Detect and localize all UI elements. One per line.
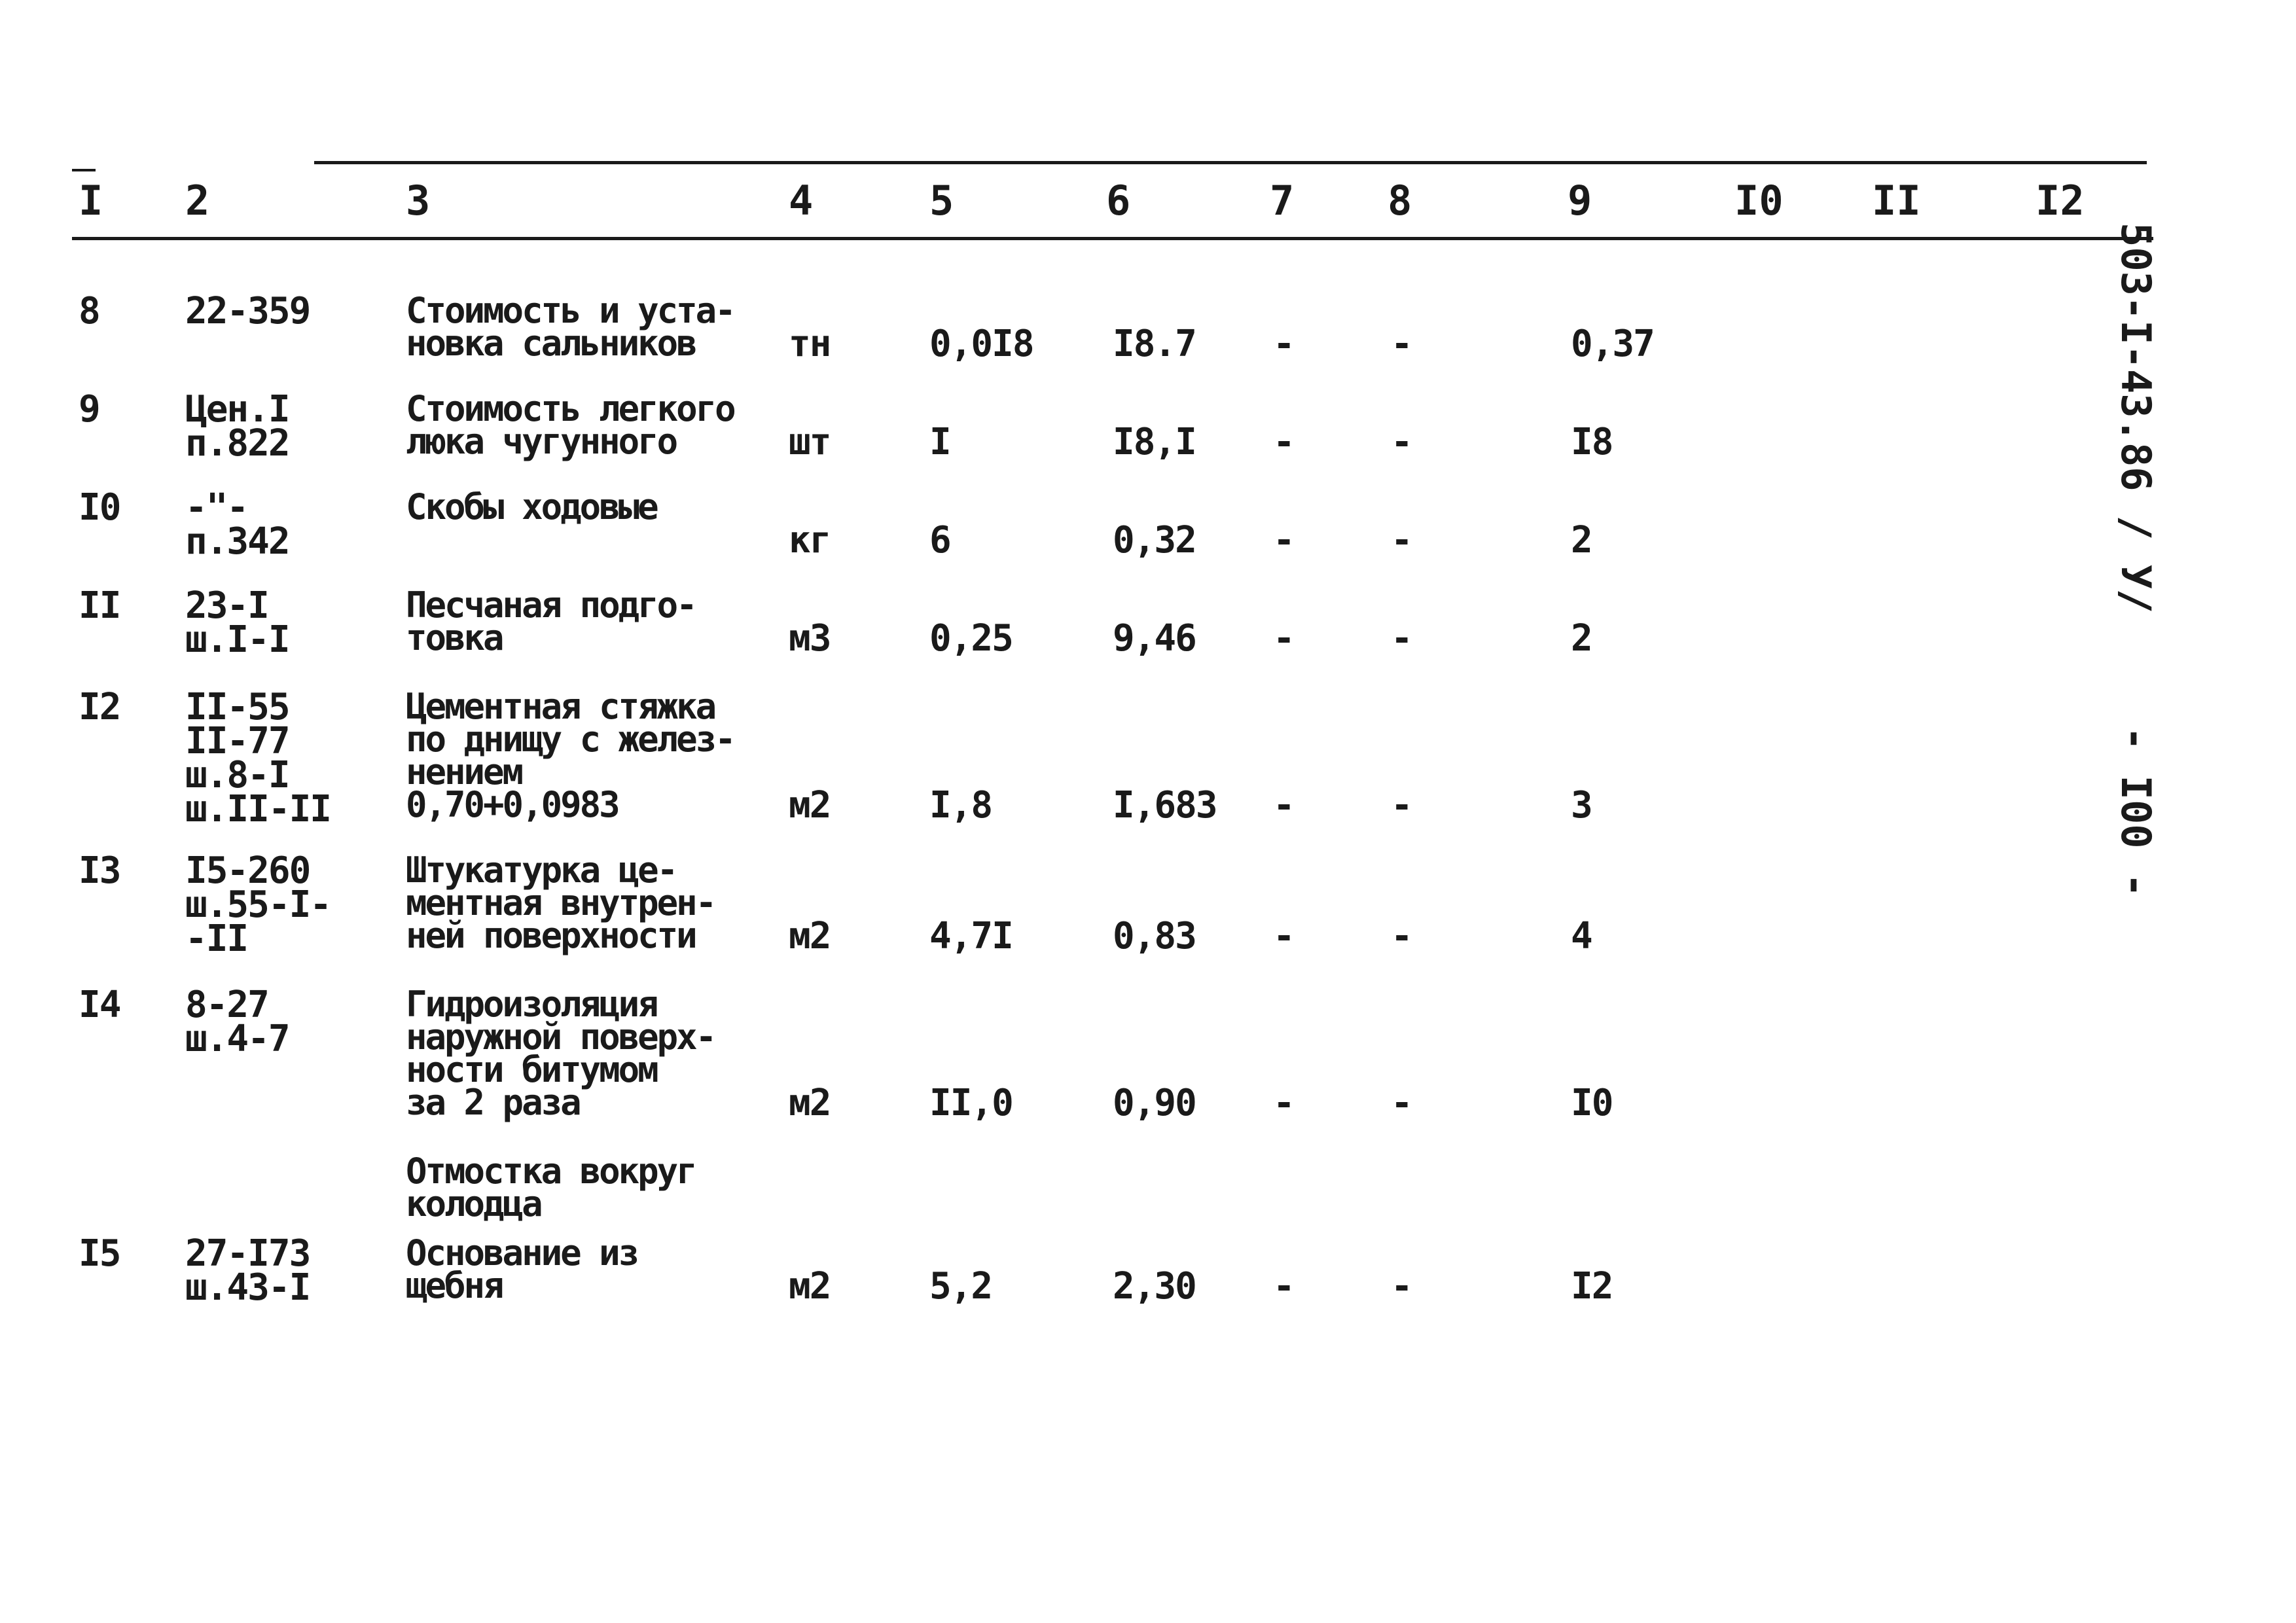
row-col8: - [1391, 617, 1412, 660]
row-col7: - [1273, 519, 1294, 562]
row-description: Отмостка вокруг колодца [406, 1150, 696, 1224]
row-total: I8 [1571, 421, 1613, 463]
row-unit: шт [789, 421, 831, 463]
row-price: 9,46 [1113, 617, 1196, 660]
header-col-10: I0 [1734, 177, 1784, 224]
row-quantity: 0,25 [929, 617, 1013, 660]
row-number: 9 [79, 388, 99, 431]
row-price: 2,30 [1113, 1265, 1196, 1308]
row-number: I3 [79, 849, 120, 892]
row-unit: тн [789, 323, 831, 365]
row-col7: - [1273, 915, 1294, 957]
header-col-7: 7 [1270, 177, 1295, 224]
row-quantity: 6 [929, 519, 950, 562]
row-unit: м2 [789, 784, 831, 827]
row-col8: - [1391, 519, 1412, 562]
document-code: 503-I-43.86 / У/ [2112, 223, 2160, 614]
row-col7: - [1273, 323, 1294, 365]
row-total: 3 [1571, 784, 1592, 827]
row-quantity: II,0 [929, 1082, 1013, 1124]
row-unit: кг [789, 519, 831, 562]
row-description: Стоимость легкого люка чугунного [406, 388, 734, 462]
row-total: 2 [1571, 519, 1592, 562]
row-number: I0 [79, 486, 120, 529]
row-description: Штукатурка це- ментная внутрен- ней поверхности [406, 849, 715, 956]
header-col-4: 4 [789, 177, 814, 224]
row-quantity: I,8 [929, 784, 992, 827]
row-total: 4 [1571, 915, 1592, 957]
row-number: I4 [79, 984, 120, 1026]
row-total: 2 [1571, 617, 1592, 660]
row-col8: - [1391, 915, 1412, 957]
row-unit: м2 [789, 915, 831, 957]
row-quantity: 5,2 [929, 1265, 992, 1308]
row-col8: - [1391, 784, 1412, 827]
row-reference: 8-27 ш.4-7 [185, 984, 289, 1060]
row-price: I8,I [1113, 421, 1196, 463]
row-number: I2 [79, 686, 120, 728]
row-description: Стоимость и уста- новка сальников [406, 290, 734, 364]
row-total: I2 [1571, 1265, 1613, 1308]
row-unit: м3 [789, 617, 831, 660]
row-price: I,683 [1113, 784, 1217, 827]
header-col-12: I2 [2036, 177, 2085, 224]
header-col-8: 8 [1388, 177, 1412, 224]
row-reference: Цен.I п.822 [185, 388, 289, 465]
row-number: II [79, 584, 120, 627]
row-reference: I5-260 ш.55-I- -II [185, 849, 331, 960]
row-description: Цементная стяжка по днищу с желез- нением 0,70+0,0983 [406, 686, 734, 825]
row-quantity: 0,0I8 [929, 323, 1033, 365]
row-col7: - [1273, 617, 1294, 660]
header-col-1: I [79, 177, 103, 224]
row-col8: - [1391, 323, 1412, 365]
row-reference: II-55 II-77 ш.8-I ш.II-II [185, 686, 331, 830]
header-col-2: 2 [185, 177, 210, 224]
page-number: - I00 - [2112, 726, 2160, 898]
row-unit: м2 [789, 1265, 831, 1308]
row-price: I8.7 [1113, 323, 1196, 365]
row-col8: - [1391, 1265, 1412, 1308]
table-top-rule-left [72, 169, 96, 171]
header-rule [72, 237, 2153, 240]
row-col8: - [1391, 421, 1412, 463]
row-col7: - [1273, 1265, 1294, 1308]
row-reference: -"- п.342 [185, 486, 289, 563]
row-col7: - [1273, 1082, 1294, 1124]
row-quantity: 4,7I [929, 915, 1013, 957]
row-reference: 22-359 [185, 290, 310, 332]
header-col-9: 9 [1568, 177, 1592, 224]
table-top-rule [314, 161, 2147, 164]
row-total: 0,37 [1571, 323, 1654, 365]
header-col-6: 6 [1106, 177, 1131, 224]
row-total: I0 [1571, 1082, 1613, 1124]
row-col8: - [1391, 1082, 1412, 1124]
row-reference: 23-I ш.I-I [185, 584, 289, 661]
row-number: I5 [79, 1232, 120, 1275]
row-reference: 27-I73 ш.43-I [185, 1232, 310, 1309]
row-description: Основание из щебня [406, 1232, 638, 1306]
row-price: 0,83 [1113, 915, 1196, 957]
row-col7: - [1273, 421, 1294, 463]
row-description: Скобы ходовые [406, 486, 657, 527]
row-number: 8 [79, 290, 99, 332]
header-col-3: 3 [406, 177, 431, 224]
row-description: Песчаная подго- товка [406, 584, 696, 658]
row-description: Гидроизоляция наружной поверх- ности битумом за 2 раза [406, 984, 715, 1123]
row-quantity: I [929, 421, 950, 463]
row-price: 0,90 [1113, 1082, 1196, 1124]
row-col7: - [1273, 784, 1294, 827]
header-col-5: 5 [929, 177, 954, 224]
header-col-11: II [1872, 177, 1921, 224]
row-unit: м2 [789, 1082, 831, 1124]
row-price: 0,32 [1113, 519, 1196, 562]
